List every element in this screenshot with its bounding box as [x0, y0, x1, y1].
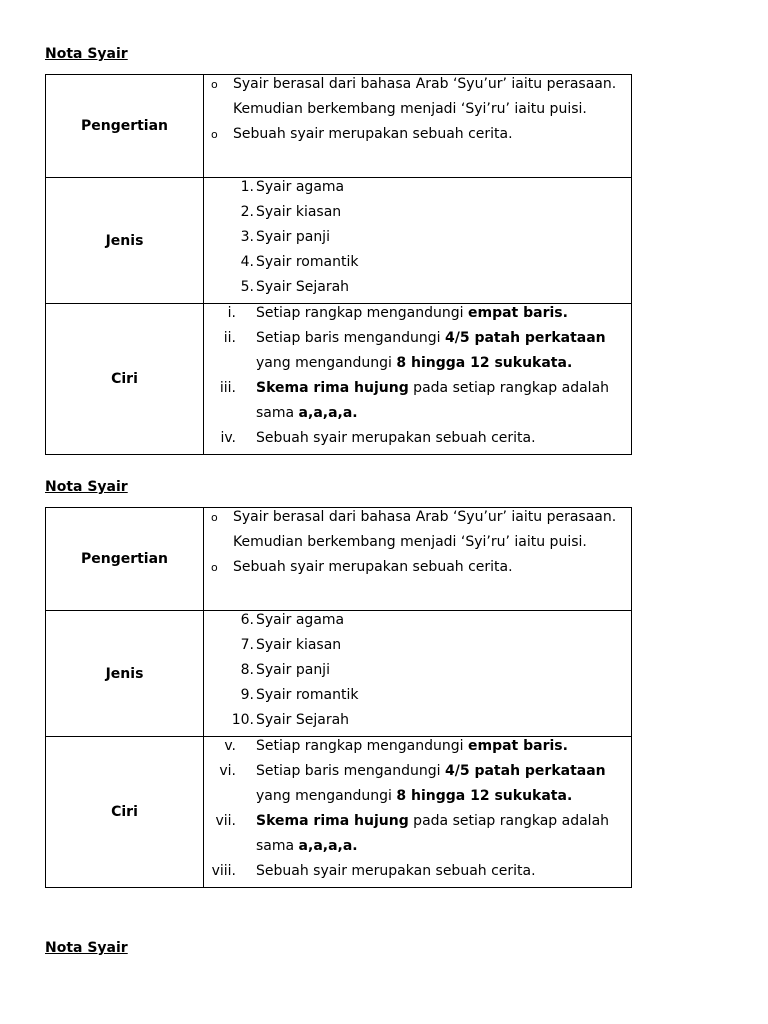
list-text: Syair agama [256, 612, 345, 628]
list-number: iv. [220, 430, 236, 446]
list-item [204, 178, 631, 203]
row-label-pengertian: Pengertian [46, 508, 204, 611]
list-text-bold: a,a,a,a. [298, 405, 358, 421]
list-text: Sebuah syair merupakan sebuah cerita. [256, 430, 536, 446]
list-text: Syair Sejarah [256, 279, 350, 295]
definition-text: Kemudian berkembang menjadi ‘Syi’ru’ iaitu puisi. [233, 101, 587, 117]
list-text: Syair agama [256, 179, 345, 195]
list-number: 4. [240, 254, 254, 270]
nota-table [45, 74, 632, 455]
list-item [204, 737, 631, 762]
list-text: Syair romantik [256, 254, 359, 270]
list-number: viii. [211, 863, 236, 879]
definition-text: Sebuah syair merupakan sebuah cerita. [233, 126, 513, 142]
list-text: Syair Sejarah [256, 712, 350, 728]
bullet-icon: o [211, 128, 218, 141]
list-text: Syair kiasan [256, 204, 342, 220]
list-text-bold: 4/5 patah perkataan [444, 763, 606, 779]
list-text: Syair kiasan [256, 637, 342, 653]
list-text: pada setiap rangkap adalah [408, 813, 610, 829]
list-text: yang mengandungi [256, 788, 397, 804]
bullet-icon: o [211, 78, 218, 91]
list-number: 5. [240, 279, 254, 295]
list-item [204, 304, 631, 329]
list-item [204, 611, 631, 636]
list-text-bold: a,a,a,a. [298, 838, 358, 854]
jenis-cell [204, 611, 632, 737]
list-number: 6. [240, 612, 254, 628]
ciri-cell [204, 737, 632, 888]
list-number: 8. [240, 662, 254, 678]
list-text-bold: Skema rima hujung [256, 380, 409, 396]
list-number: vi. [219, 763, 236, 779]
list-text: sama [256, 405, 299, 421]
list-text: Setiap baris mengandungi [256, 763, 445, 779]
bullet-icon: o [211, 561, 218, 574]
row-label-jenis: Jenis [46, 611, 204, 737]
list-item [204, 429, 631, 454]
list-item [204, 379, 631, 404]
pengertian-cell [204, 75, 632, 178]
list-item [204, 812, 631, 837]
list-number: 9. [240, 687, 254, 703]
list-number: i. [227, 305, 236, 321]
definition-text: Sebuah syair merupakan sebuah cerita. [233, 559, 513, 575]
list-text: Syair panji [256, 229, 330, 245]
jenis-cell [204, 178, 632, 304]
list-text-bold: empat baris. [468, 738, 568, 754]
note-heading: Nota Syair [45, 46, 128, 62]
note-heading: Nota Syair [45, 940, 128, 956]
row-label-ciri: Ciri [46, 737, 204, 888]
list-item [204, 686, 631, 711]
list-text: Setiap rangkap mengandungi [256, 305, 468, 321]
list-number: vii. [215, 813, 236, 829]
list-text: Sebuah syair merupakan sebuah cerita. [256, 863, 536, 879]
list-text: Syair romantik [256, 687, 359, 703]
nota-table [45, 507, 632, 888]
list-item [204, 278, 631, 303]
note-heading: Nota Syair [45, 479, 128, 495]
list-text-bold: 8 hingga 12 sukukata. [396, 355, 573, 371]
list-text-bold: 8 hingga 12 sukukata. [396, 788, 573, 804]
list-number: iii. [219, 380, 236, 396]
list-text: Setiap rangkap mengandungi [256, 738, 468, 754]
list-item [204, 762, 631, 787]
list-item [204, 636, 631, 661]
list-number: 3. [240, 229, 254, 245]
definition-text: Kemudian berkembang menjadi ‘Syi’ru’ iaitu puisi. [233, 534, 587, 550]
list-number: ii. [223, 330, 236, 346]
list-number: 7. [240, 637, 254, 653]
list-number: 10. [231, 712, 254, 728]
pengertian-cell [204, 508, 632, 611]
definition-text: Syair berasal dari bahasa Arab ‘Syu’ur’ iaitu perasaan. [233, 509, 617, 525]
list-text: pada setiap rangkap adalah [408, 380, 610, 396]
list-item [204, 329, 631, 354]
row-label-ciri: Ciri [46, 304, 204, 455]
list-text-bold: Skema rima hujung [256, 813, 409, 829]
list-number: 2. [240, 204, 254, 220]
list-text-bold: empat baris. [468, 305, 568, 321]
list-item [204, 253, 631, 278]
list-text-bold: 4/5 patah perkataan [444, 330, 606, 346]
list-item [204, 862, 631, 887]
row-label-pengertian: Pengertian [46, 75, 204, 178]
ciri-cell [204, 304, 632, 455]
row-label-jenis: Jenis [46, 178, 204, 304]
list-text: sama [256, 838, 299, 854]
list-item [204, 661, 631, 686]
list-number: 1. [240, 179, 254, 195]
list-item [204, 711, 631, 736]
list-item [204, 228, 631, 253]
definition-text: Syair berasal dari bahasa Arab ‘Syu’ur’ iaitu perasaan. [233, 76, 617, 92]
list-item [204, 203, 631, 228]
bullet-icon: o [211, 511, 218, 524]
list-number: v. [224, 738, 236, 754]
list-text: Setiap baris mengandungi [256, 330, 445, 346]
list-text: Syair panji [256, 662, 330, 678]
list-text: yang mengandungi [256, 355, 397, 371]
